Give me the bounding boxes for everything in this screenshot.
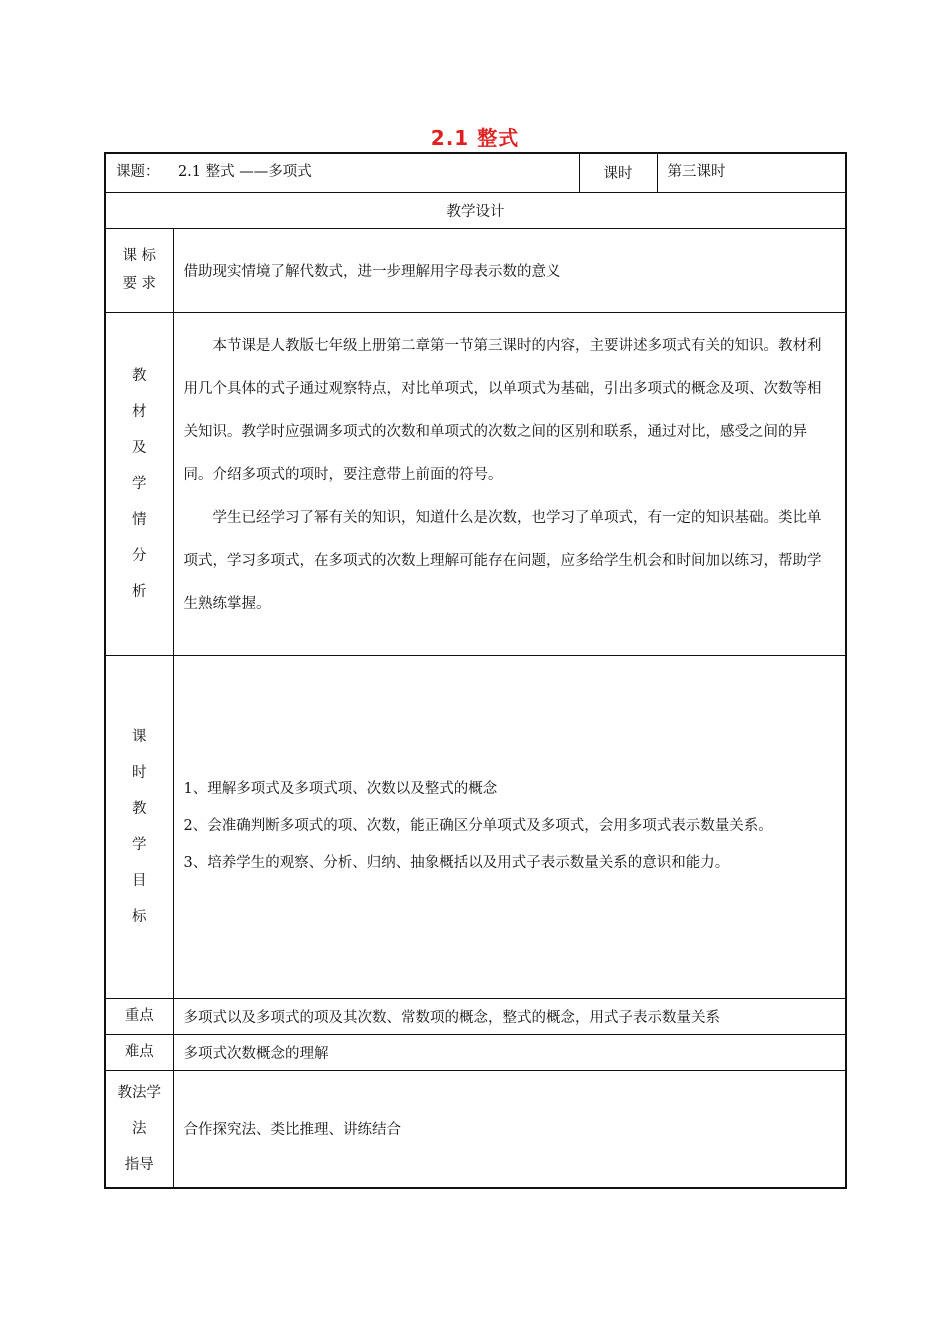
section-title: 教学设计	[105, 192, 846, 228]
analysis-label-char: 学	[132, 475, 147, 492]
objectives-label-char: 标	[132, 908, 147, 925]
key-point-row	[105, 998, 846, 1034]
difficulty-label: 难点	[105, 1034, 173, 1070]
topic-value: 2.1 整式 ——多项式	[177, 164, 312, 180]
analysis-label-char: 及	[132, 439, 147, 456]
lesson-plan-table	[104, 152, 847, 1189]
document-title: 2.1 整式	[430, 126, 520, 150]
objectives-label-char: 时	[132, 764, 147, 781]
objectives-label-char: 学	[132, 836, 147, 853]
objectives-content	[173, 655, 846, 998]
difficulty-text: 多项式次数概念的理解	[173, 1034, 846, 1070]
analysis-label	[105, 312, 173, 655]
objectives-row	[105, 655, 846, 998]
methods-label-line: 指导	[124, 1156, 154, 1173]
analysis-label-char: 教	[132, 367, 147, 384]
objective-item: 1、理解多项式及多项式项、次数以及整式的概念	[183, 781, 498, 797]
curriculum-row	[105, 228, 846, 312]
objectives-label-char: 教	[132, 800, 147, 817]
key-point-text: 多项式以及多项式的项及其次数、常数项的概念，整式的概念，用式子表示数量关系	[173, 998, 846, 1034]
curriculum-label	[105, 228, 173, 312]
methods-label	[105, 1070, 173, 1188]
topic-cell	[105, 153, 579, 192]
objectives-label-char: 目	[132, 872, 147, 889]
key-point-label: 重点	[105, 998, 173, 1034]
methods-label-line: 法	[132, 1120, 147, 1137]
objective-item: 2、会准确判断多项式的项、次数，能正确区分单项式及多项式，会用多项式表示数量关系。	[183, 818, 773, 834]
analysis-label-char: 分	[132, 547, 147, 564]
period-label: 课时	[579, 153, 657, 192]
analysis-label-char: 情	[132, 511, 147, 528]
analysis-row	[105, 312, 846, 655]
analysis-paragraph-2: 学生已经学习了幂有关的知识，知道什么是次数，也学习了单项式，有一定的知识基础。类比单项式，学习多项式，在多项式的次数上理解可能存在问题，应多给学生机会和时间加以练习，帮助学生熟练掌握。	[183, 509, 822, 612]
period-value: 第三课时	[657, 153, 846, 192]
curriculum-text: 借助现实情境了解代数式，进一步理解用字母表示数的意义	[173, 228, 846, 312]
curriculum-label-line2: 要 求	[122, 276, 157, 292]
topic-label: 课题：	[116, 164, 160, 180]
difficulty-row	[105, 1034, 846, 1070]
analysis-paragraph-1: 本节课是人教版七年级上册第二章第一节第三课时的内容，主要讲述多项式有关的知识。教材利用几个具体的式子通过观察特点，对比单项式，以单项式为基础，引出多项式的概念及项、次数等相关知识。教学时应强调多项式的次数和单项式的次数之间的区别和联系，通过对比，感受之间的异同。介绍多项式的项时，要注意带上前面的符号。	[183, 337, 822, 483]
methods-label-line: 教法学	[117, 1084, 161, 1101]
analysis-label-char: 材	[132, 403, 147, 420]
objective-item: 3、培养学生的观察、分析、归纳、抽象概括以及用式子表示数量关系的意识和能力。	[183, 855, 730, 871]
objectives-label	[105, 655, 173, 998]
header-row	[105, 153, 846, 192]
curriculum-label-line1: 课 标	[122, 248, 157, 264]
methods-text: 合作探究法、类比推理、讲练结合	[173, 1070, 846, 1188]
methods-row	[105, 1070, 846, 1188]
analysis-label-char: 析	[132, 583, 147, 600]
objectives-label-char: 课	[132, 728, 147, 745]
analysis-content	[173, 312, 846, 655]
